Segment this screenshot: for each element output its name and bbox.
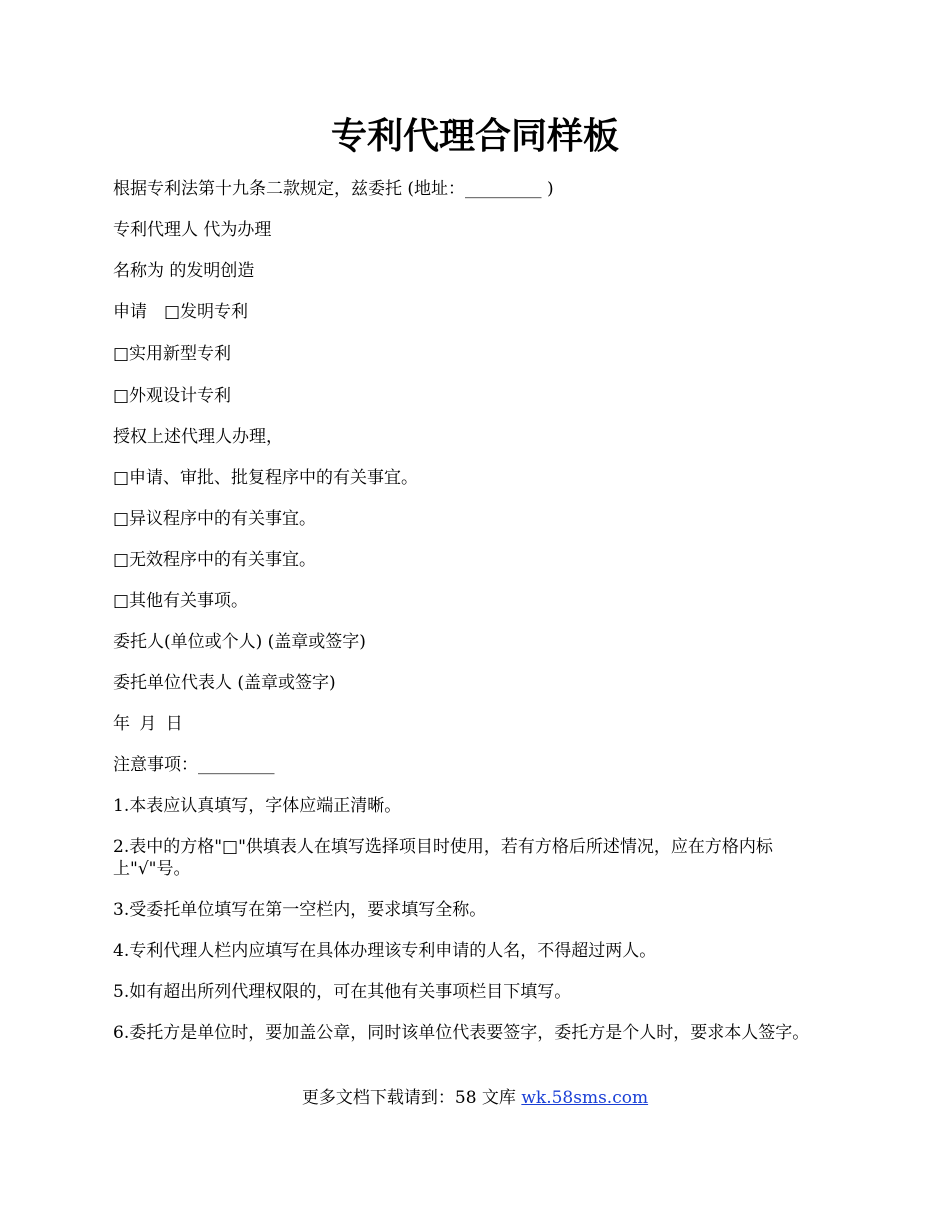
note-3: 3.受委托单位填写在第一空栏内，要求填写全称。 xyxy=(113,900,487,920)
note-4: 4.专利代理人栏内应填写在具体办理该专利申请的人名，不得超过两人。 xyxy=(113,941,657,961)
page-footer xyxy=(0,1087,950,1109)
note-5: 5.如有超出所列代理权限的，可在其他有关事项栏目下填写。 xyxy=(113,982,572,1002)
document-body xyxy=(113,178,843,1044)
paragraph-agent: 专利代理人 代为办理 xyxy=(113,220,272,240)
option-opposition-procedure: □异议程序中的有关事宜。 xyxy=(113,509,317,529)
signature-principal: 委托人(单位或个人) (盖章或签字) xyxy=(113,632,366,652)
option-application-procedure: □申请、审批、批复程序中的有关事宜。 xyxy=(113,468,419,488)
footer-text: 更多文档下载请到：58 文库 xyxy=(301,1088,522,1108)
document-title: 专利代理合同样板 xyxy=(330,115,619,157)
option-invention-patent: 申请 □发明专利 xyxy=(113,302,249,322)
paragraph-intro: 根据专利法第十九条二款规定，兹委托 (地址：_________ ) xyxy=(113,179,554,199)
footer-link[interactable]: wk.58sms.com xyxy=(521,1088,649,1108)
option-utility-model: □实用新型专利 xyxy=(113,344,232,364)
notes-heading: 注意事项：_________ xyxy=(113,755,275,775)
option-invalidation-procedure: □无效程序中的有关事宜。 xyxy=(113,550,317,570)
paragraph-invention-name: 名称为 的发明创造 xyxy=(113,261,255,281)
paragraph-authorization: 授权上述代理人办理， xyxy=(113,427,283,447)
note-1: 1.本表应认真填写，字体应端正清晰。 xyxy=(113,796,402,816)
option-other-matters: □其他有关事项。 xyxy=(113,591,249,611)
option-design-patent: □外观设计专利 xyxy=(113,386,232,406)
note-6: 6.委托方是单位时，要加盖公章，同时该单位代表要签字，委托方是个人时，要求本人签字。 xyxy=(113,1023,810,1043)
note-2: 2.表中的方格"□"供填表人在填写选择项目时使用，若有方格后所述情况，应在方格内标上"√"号。 xyxy=(113,837,773,879)
date-line: 年 月 日 xyxy=(113,714,185,734)
signature-representative: 委托单位代表人 (盖章或签字) xyxy=(113,673,336,693)
